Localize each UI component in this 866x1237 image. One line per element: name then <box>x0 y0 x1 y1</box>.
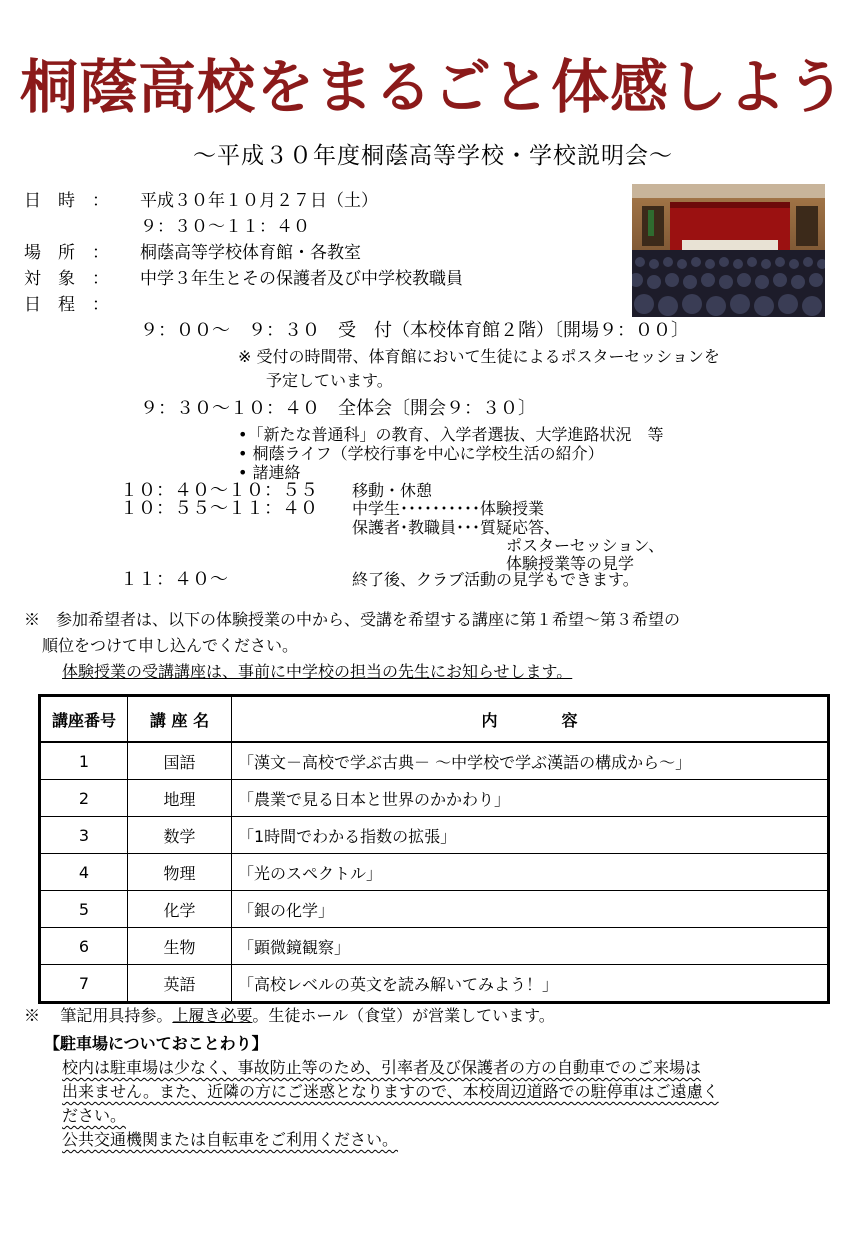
date-label: 日 時 ： <box>24 191 109 211</box>
schedule-row-reception: ９：００～ ９：３０ 受 付（本校体育館２階）〔開場９：００〕 <box>140 320 689 341</box>
parking-line4: 公共交通機関または自転車をご利用ください。 <box>62 1130 399 1149</box>
table-row <box>40 965 829 1003</box>
parking-heading: 【駐車場についておことわり】 <box>44 1034 268 1053</box>
auditorium-photo-image <box>632 184 825 317</box>
schedule-class-poster: ポスターセッション、 <box>506 536 665 555</box>
schedule-text-break: 移動・休憩 <box>352 481 433 500</box>
footer-note <box>24 1002 555 1029</box>
table-row <box>40 780 829 817</box>
course-content: 「高校レベルの英文を読み解いてみよう！」 <box>232 965 829 1003</box>
header-course-name: 講 座 名 <box>128 696 232 743</box>
schedule-row-assembly: ９：３０～１０：４０ 全体会〔開会９：３０〕 <box>140 398 536 419</box>
schedule-class-parents: 保護者･教職員･･･質疑応答、 <box>352 518 561 537</box>
course-number: 7 <box>40 965 128 1003</box>
course-name: 英語 <box>128 965 232 1003</box>
course-name: 数学 <box>128 817 232 854</box>
table-row <box>40 928 829 965</box>
schedule-note-line1: ※ 受付の時間帯、体育館において生徒によるポスターセッションを <box>238 347 720 366</box>
course-number: 5 <box>40 891 128 928</box>
course-content: 「光のスペクトル」 <box>232 854 829 891</box>
table-row <box>40 817 829 854</box>
course-number: 1 <box>40 742 128 780</box>
target-value: 中学３年生とその保護者及び中学校教職員 <box>140 269 463 289</box>
table-row <box>40 854 829 891</box>
course-name: 生物 <box>128 928 232 965</box>
course-name: 地理 <box>128 780 232 817</box>
header-course-number: 講座番号 <box>40 696 128 743</box>
parking-line2: 出来ません。また、近隣の方にご迷惑となりますので、本校周辺道路での駐停車はご遠慮く <box>62 1082 719 1101</box>
schedule-time-break: １０：４０～１０：５５ <box>120 480 318 501</box>
notice-line3: 体験授業の受講講座は、事前に中学校の担当の先生にお知らせします。 <box>62 662 573 681</box>
schedule-class-observe: 体験授業等の見学 <box>506 554 635 573</box>
course-name: 化学 <box>128 891 232 928</box>
footer-indoor-shoes: 上履き必要 <box>172 1006 253 1025</box>
auditorium-photo <box>632 184 825 317</box>
footer-post: 。生徒ホール（食堂）が営業しています。 <box>252 1006 555 1025</box>
course-number: 6 <box>40 928 128 965</box>
schedule-time-class: １０：５５～１１：４０ <box>120 498 318 519</box>
parking-notice <box>44 1032 719 1152</box>
course-name: 国語 <box>128 742 232 780</box>
table-row <box>40 742 829 780</box>
schedule-text-end: 終了後、クラブ活動の見学もできます。 <box>352 570 639 589</box>
schedule-note-line2: 予定しています。 <box>266 371 393 390</box>
footer-pre: 筆記用具持参。 <box>60 1006 173 1025</box>
footer-mark: ※ <box>24 1006 41 1025</box>
place-value: 桐蔭高等学校体育館・各教室 <box>140 243 361 263</box>
place-label: 場 所 ： <box>24 243 109 263</box>
course-number: 2 <box>40 780 128 817</box>
course-content: 「漢文－高校で学ぶ古典－ ～中学校で学ぶ漢語の構成から～」 <box>232 742 829 780</box>
page-title: 桐蔭高校をまるごと体感しよう <box>19 53 846 121</box>
notice-line1: ※ 参加希望者は、以下の体験授業の中から、受講を希望する講座に第１希望～第３希望の <box>24 610 681 629</box>
page-subtitle: ～平成３０年度桐蔭高等学校・学校説明会～ <box>193 143 673 169</box>
schedule-class-students: 中学生･･････････体験授業 <box>352 499 545 518</box>
table-header-row <box>40 696 829 743</box>
course-table <box>38 694 830 1004</box>
schedule-bullet-1: •「新たな普通科」の教育、入学者選抜、大学進路状況 等 <box>238 425 664 444</box>
course-number: 4 <box>40 854 128 891</box>
parking-line3: ださい。 <box>62 1106 127 1125</box>
schedule-label: 日 程 ： <box>24 295 109 315</box>
course-number: 3 <box>40 817 128 854</box>
date-value: 平成３０年１０月２７日（土） <box>140 191 378 211</box>
schedule-bullet-3: • 諸連絡 <box>238 463 301 482</box>
notice-line2: 順位をつけて申し込んでください。 <box>42 636 299 655</box>
parking-line1: 校内は駐車場は少なく、事故防止等のため、引率者及び保護者の方の自動車でのご来場は <box>62 1058 702 1077</box>
table-row <box>40 891 829 928</box>
course-content: 「農業で見る日本と世界のかかわり」 <box>232 780 829 817</box>
course-content: 「顕微鏡観察」 <box>232 928 829 965</box>
header-content: 内 容 <box>232 696 829 743</box>
course-content: 「銀の化学」 <box>232 891 829 928</box>
schedule-bullet-2: • 桐蔭ライフ（学校行事を中心に学校生活の紹介） <box>238 444 604 463</box>
course-content: 「1時間でわかる指数の拡張」 <box>232 817 829 854</box>
schedule-time-end: １１：４０～ <box>120 569 228 590</box>
target-label: 対 象 ： <box>24 269 109 289</box>
time-value: ９：３０～１１：４０ <box>140 217 310 237</box>
course-name: 物理 <box>128 854 232 891</box>
